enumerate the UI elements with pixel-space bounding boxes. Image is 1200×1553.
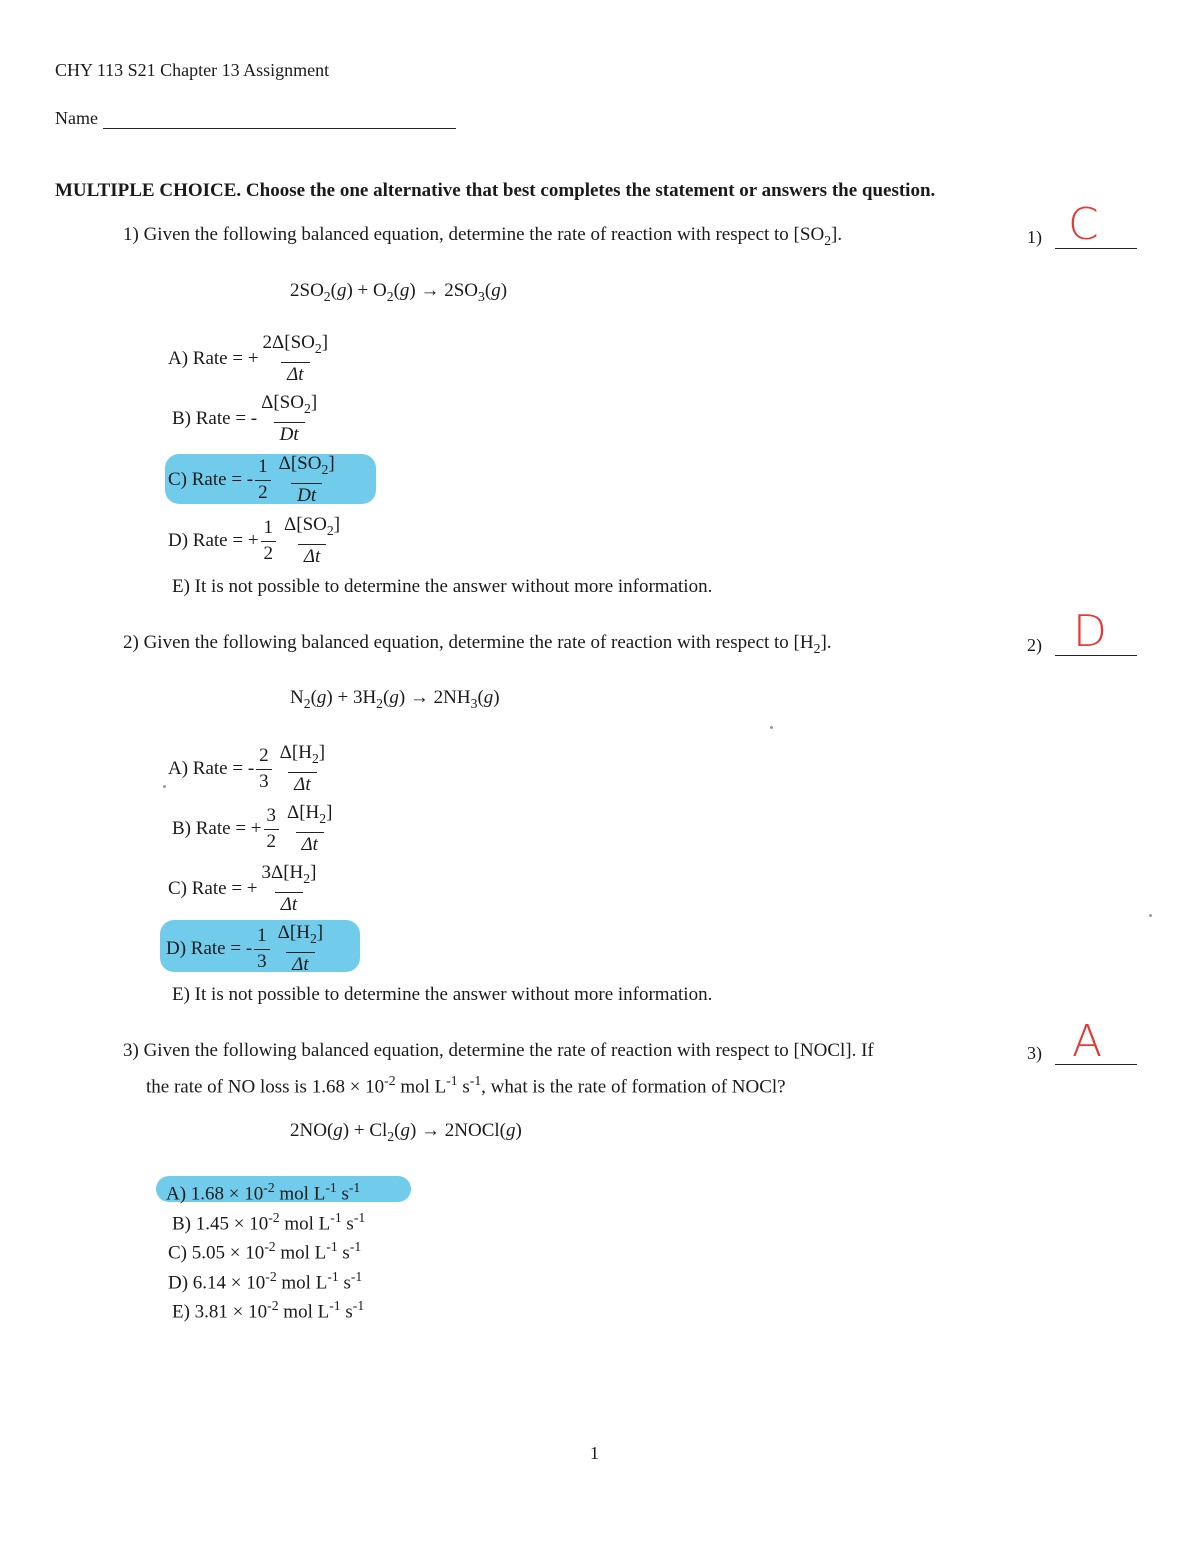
- q2-option-a[interactable]: [168, 741, 327, 797]
- name-label: Name: [55, 108, 98, 128]
- question-2-text: 2) Given the following balanced equation, determine the rate of reaction with respect to $[H_2]$.: [123, 632, 832, 656]
- q2-option-c-prefix: C) Rate = +: [168, 877, 258, 899]
- scan-speck: [770, 726, 773, 729]
- q2-option-b-coef: $\frac{3}{2}$: [264, 804, 280, 854]
- answer-2-line[interactable]: [1055, 655, 1137, 656]
- q2-option-d-prefix: D) Rate = -: [166, 937, 253, 959]
- q1-option-c-coef: $\frac{1}{2}$: [255, 455, 271, 505]
- answer-1-line[interactable]: [1055, 248, 1137, 249]
- q2-option-e[interactable]: E) It is not possible to determine the answer without more information.: [172, 984, 713, 1005]
- instructions-heading: MULTIPLE CHOICE. Choose the one alternative that best completes the statement or answers the question.: [55, 180, 936, 201]
- answer-2-number: 2): [1027, 635, 1042, 655]
- q1-option-b-fraction: $\frac{\Delta[SO_2]}{Dt}$: [261, 392, 318, 445]
- answer-1-handwritten: C: [1068, 199, 1099, 250]
- q1-option-a-fraction: $\frac{2\Delta[SO_2]}{\Delta t}$: [262, 332, 329, 385]
- scan-speck: [163, 785, 166, 788]
- q1-option-c-prefix: C) Rate = -: [168, 468, 254, 490]
- q1-option-d-fraction: $\frac{\Delta[SO_2]}{\Delta t}$: [284, 514, 341, 567]
- q2-option-c[interactable]: [168, 861, 318, 917]
- question-1-text-main: 1) Given the following balanced equation, determine the rate of reaction with respect to $[SO_2]$.: [123, 224, 843, 248]
- answer-1-number: 1): [1027, 227, 1042, 247]
- q3-option-e[interactable]: E) $3.81 \times 10^{-2}$ mol $L^{-1}$ $s^{-1}$: [172, 1298, 365, 1323]
- q1-option-d-prefix: D) Rate = +: [168, 529, 259, 551]
- answer-2-handwritten: D: [1073, 606, 1107, 657]
- q2-option-a-fraction: $\frac{\Delta[H_2]}{\Delta t}$: [279, 742, 326, 795]
- answer-3-number: 3): [1027, 1043, 1042, 1063]
- q1-option-b-prefix: B) Rate = -: [172, 407, 258, 429]
- q3-option-a[interactable]: A) $1.68 \times 10^{-2}$ mol $L^{-1}$ $s^{-1}$: [166, 1180, 361, 1205]
- q1-option-b[interactable]: [172, 391, 319, 447]
- q2-option-b[interactable]: [172, 801, 334, 857]
- q2-option-a-coef: $\frac{2}{3}$: [256, 744, 272, 794]
- page-number: 1: [590, 1443, 599, 1463]
- question-2-equation: $N_2(g) + 3H_2(g) \to 2NH_3(g)$: [290, 687, 500, 711]
- question-1-equation: $2SO_2(g) + O_2(g) \to 2SO_3(g)$: [290, 280, 508, 304]
- question-1-text: [123, 220, 842, 256]
- q2-option-d-coef: $\frac{1}{3}$: [254, 924, 270, 974]
- name-field-line[interactable]: [103, 128, 456, 129]
- q3-option-b[interactable]: B) $1.45 \times 10^{-2}$ mol $L^{-1}$ $s^{-1}$: [172, 1210, 366, 1235]
- answer-3-line[interactable]: [1055, 1064, 1137, 1065]
- q2-option-d-fraction: $\frac{\Delta[H_2]}{\Delta t}$: [277, 922, 324, 975]
- q3-option-d[interactable]: D) $6.14 \times 10^{-2}$ mol $L^{-1}$ $s^{-1}$: [168, 1269, 363, 1294]
- q2-option-d[interactable]: [166, 921, 325, 977]
- q1-option-c-fraction: $\frac{\Delta[SO_2]}{Dt}$: [278, 453, 335, 506]
- question-3-text-line1: 3) Given the following balanced equation, determine the rate of reaction with respect to [NOCl]. If: [123, 1040, 874, 1061]
- q1-option-d-coef: $\frac{1}{2}$: [261, 516, 277, 566]
- q2-option-b-prefix: B) Rate = +: [172, 817, 262, 839]
- q1-option-c[interactable]: [168, 452, 337, 508]
- answer-3-handwritten: A: [1072, 1016, 1103, 1067]
- q1-option-a[interactable]: [168, 331, 330, 387]
- q2-option-a-prefix: A) Rate = -: [168, 757, 255, 779]
- question-3-equation: $2NO(g) + Cl_2(g)$ → 2NOCl(g): [290, 1120, 522, 1144]
- q1-option-d[interactable]: [168, 513, 342, 569]
- q2-option-c-fraction: $\frac{3\Delta[H_2]}{\Delta t}$: [261, 862, 317, 915]
- q3-option-c[interactable]: C) $5.05 \times 10^{-2}$ mol $L^{-1}$ $s^{-1}$: [168, 1239, 362, 1264]
- q1-option-e[interactable]: E) It is not possible to determine the answer without more information.: [172, 576, 713, 597]
- q1-option-a-prefix: A) Rate = +: [168, 347, 259, 369]
- scan-speck: [1149, 914, 1152, 917]
- course-title: CHY 113 S21 Chapter 13 Assignment: [55, 60, 330, 80]
- q2-option-b-fraction: $\frac{\Delta[H_2]}{\Delta t}$: [287, 802, 333, 855]
- question-3-text-line2: the rate of NO loss is $1.68 \times 10^{-2}$ mol $L^{-1}$ $s^{-1}$, what is the rate of formation of NOCl?: [146, 1073, 786, 1098]
